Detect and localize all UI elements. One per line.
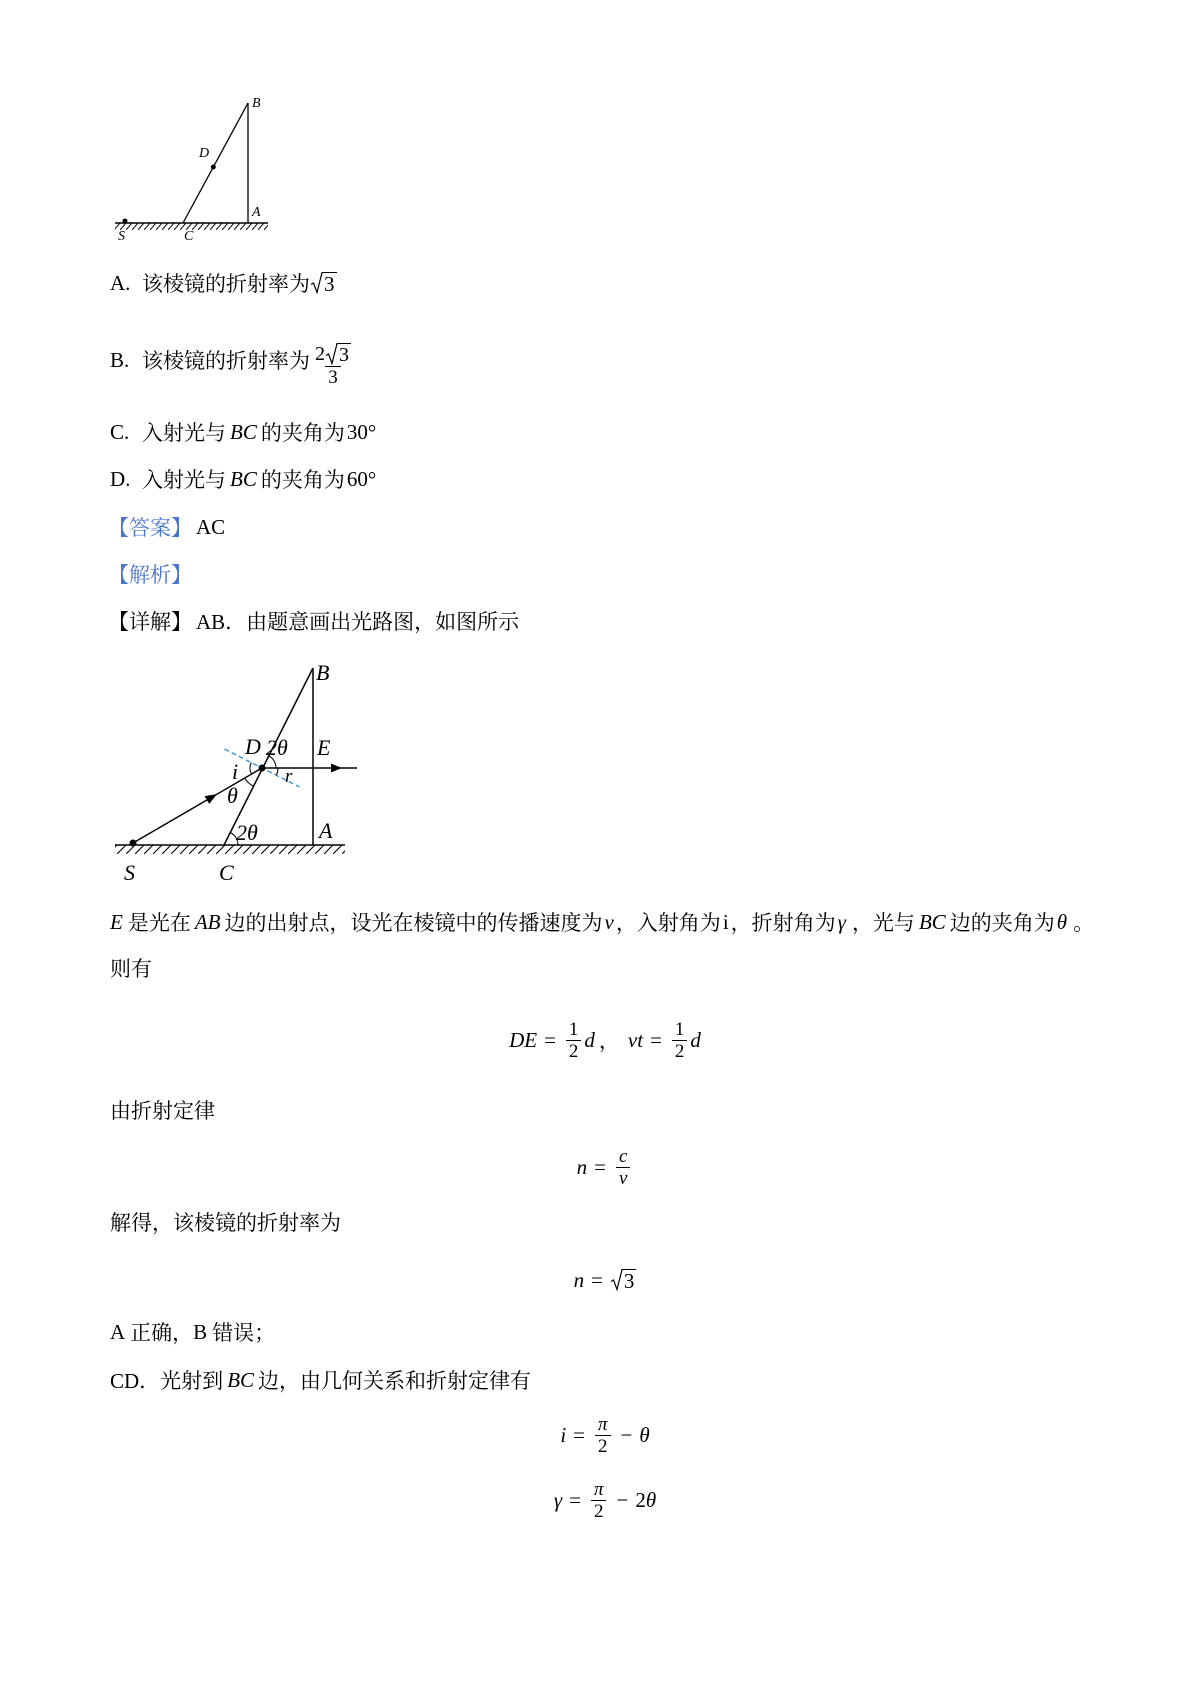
equation-n-c-v: [10, 1137, 1200, 1197]
eq-equals: =: [544, 1027, 556, 1052]
label-d: D: [199, 146, 210, 161]
verdict-line: [110, 1320, 275, 1344]
fraction: [672, 1019, 688, 1062]
equation-de-vt: [10, 1010, 1200, 1070]
label-theta: θ: [227, 783, 238, 808]
eq-minus: −: [616, 1487, 629, 1512]
eq-equals: =: [569, 1487, 581, 1512]
option-text: 该棱镜的折射率为: [142, 349, 310, 373]
text-segment: 解得，该棱镜的折射率为: [110, 1211, 341, 1235]
verdict-b-text: 错误；: [212, 1321, 276, 1345]
angle-arc-theta: [245, 778, 253, 786]
eq-lhs: γ: [553, 1487, 563, 1512]
radicand: 3: [339, 344, 349, 366]
denominator: 2: [672, 1040, 688, 1062]
fraction: [566, 1019, 582, 1062]
denominator: 2: [595, 1435, 611, 1457]
numerator: 1: [674, 1018, 685, 1040]
var-v: v: [604, 909, 614, 934]
text-segment: ，折射角为: [730, 911, 836, 935]
ground-hatching: [115, 845, 345, 854]
equation-gamma: [10, 1470, 1200, 1530]
eq-equals: =: [591, 1267, 603, 1292]
var-bc: BC: [918, 909, 946, 934]
eq-rhs-var: θ: [645, 1487, 657, 1512]
numerator: [313, 342, 353, 366]
denominator: 2: [591, 1500, 607, 1522]
equation-i: [10, 1405, 1200, 1465]
option-text-before: 入射光与: [142, 468, 226, 492]
var-theta: θ: [1056, 909, 1068, 934]
radicand: 3: [623, 1269, 635, 1293]
figure-1-prism-diagram: [100, 88, 280, 248]
eq-lhs: n: [573, 1267, 585, 1292]
answer-line: [108, 515, 225, 539]
text-segment: 边的出射点，设光在棱镜中的传播速度为: [224, 911, 603, 935]
coefficient: 2: [315, 343, 325, 365]
cd-analysis-line: [110, 1368, 531, 1392]
label-b: B: [316, 660, 330, 685]
detail-line: [108, 609, 519, 633]
eq-var: d: [690, 1027, 701, 1052]
eq-minus: −: [620, 1422, 633, 1447]
point-s: [130, 840, 137, 847]
fraction: [595, 1414, 611, 1457]
point-s: [123, 219, 128, 224]
eq-lhs: n: [576, 1154, 588, 1179]
angle-arc-i: [250, 763, 252, 774]
option-letter: B.: [110, 347, 130, 372]
analysis-tag: 【解析】: [108, 563, 192, 587]
label-b: B: [252, 96, 261, 111]
text-segment: 边，由几何关系和折射定律有: [258, 1369, 532, 1393]
verdict-b-letter: B: [193, 1319, 208, 1344]
verdict-a-text: 正确，: [130, 1321, 194, 1345]
refraction-law-text: [110, 1098, 215, 1122]
text-segment: 则有: [110, 957, 152, 981]
numerator: π: [593, 1478, 604, 1500]
label-e: E: [317, 735, 331, 760]
label-s: S: [118, 229, 125, 244]
radicand: 3: [324, 272, 335, 296]
incident-ray-arrow: [205, 794, 218, 804]
point-d: [259, 765, 266, 772]
option-letter: D.: [110, 466, 131, 491]
var-bc: BC: [230, 466, 257, 491]
eq-var: d: [584, 1027, 595, 1052]
option-text-before: 入射光与: [142, 421, 226, 445]
label-angle-top: 2θ: [266, 735, 288, 760]
explanation-paragraph: [110, 910, 1094, 934]
var-e: E: [110, 909, 123, 934]
eq-lhs: DE: [509, 1027, 538, 1052]
detail-text: AB．由题意画出光路图，如图所示: [196, 610, 520, 634]
detail-tag: 【详解】: [108, 610, 192, 634]
var-bc: BC: [227, 1367, 255, 1392]
option-letter: A.: [110, 270, 131, 295]
var-ab: AB: [194, 909, 221, 934]
verdict-a-letter: A: [110, 1319, 126, 1344]
text-segment: 由折射定律: [110, 1099, 215, 1123]
numerator: 1: [568, 1018, 579, 1040]
label-r: r: [285, 766, 293, 787]
angle-value: 60°: [346, 466, 377, 491]
sqrt-expression: [325, 342, 351, 366]
text-segment: ，光与: [851, 911, 915, 935]
var-i: i: [722, 909, 729, 934]
solve-text: [110, 1210, 341, 1234]
eq-equals: =: [650, 1027, 662, 1052]
explanation-continuation: [110, 956, 152, 980]
label-c: C: [184, 229, 194, 244]
equation-n-sqrt3: [10, 1250, 1200, 1310]
text-segment: CD．光射到: [110, 1369, 224, 1393]
option-b: [110, 343, 356, 388]
label-a: A: [319, 818, 333, 843]
text-segment: ，入射角为: [615, 911, 721, 935]
label-a: A: [252, 205, 261, 220]
option-c: [110, 420, 376, 444]
eq-lhs: vt: [627, 1027, 644, 1052]
var-bc: BC: [230, 419, 257, 444]
eq-separator: ，: [598, 1029, 620, 1053]
option-d: [110, 467, 376, 491]
eq-rhs-coef: 2: [635, 1487, 646, 1512]
option-text-after: 的夹角为: [260, 468, 345, 492]
denominator: 3: [325, 366, 341, 388]
eq-equals: =: [594, 1154, 606, 1179]
analysis-line: [108, 562, 192, 586]
answer-value: AC: [196, 514, 226, 539]
numerator: π: [597, 1413, 608, 1435]
option-letter: C.: [110, 419, 130, 444]
label-d: D: [245, 734, 261, 759]
label-s: S: [124, 860, 135, 885]
text-segment: 。: [1073, 911, 1095, 935]
angle-value: 30°: [346, 419, 377, 444]
text-segment: 是光在: [127, 911, 191, 935]
eq-equals: =: [573, 1422, 585, 1447]
point-d: [211, 165, 216, 170]
sqrt-expression: [310, 271, 337, 295]
radical-sign: [310, 271, 323, 295]
figure-2-light-path-diagram: [100, 650, 370, 890]
option-text: 该棱镜的折射率为: [142, 272, 310, 296]
label-c: C: [219, 860, 234, 885]
label-angle-c: 2θ: [236, 820, 258, 845]
refracted-ray-arrow: [331, 764, 342, 773]
angle-arc-r: [276, 768, 278, 775]
denominator: v: [616, 1167, 630, 1189]
radical-sign: [610, 1268, 623, 1292]
answer-tag: 【答案】: [108, 516, 192, 540]
eq-rhs: θ: [639, 1422, 650, 1447]
eq-lhs: i: [560, 1422, 567, 1447]
fraction: [616, 1146, 630, 1189]
side-bc: [183, 103, 248, 223]
option-text-after: 的夹角为: [260, 421, 345, 445]
denominator: 2: [566, 1040, 582, 1062]
var-gamma: γ: [837, 909, 846, 934]
sqrt-expression: [610, 1268, 637, 1292]
radical-sign: [325, 342, 338, 366]
text-segment: 边的夹角为: [949, 911, 1055, 935]
label-i: i: [232, 759, 239, 784]
fraction: [313, 342, 353, 388]
numerator: c: [618, 1145, 628, 1167]
option-a: [110, 271, 337, 295]
fraction: [591, 1479, 607, 1522]
